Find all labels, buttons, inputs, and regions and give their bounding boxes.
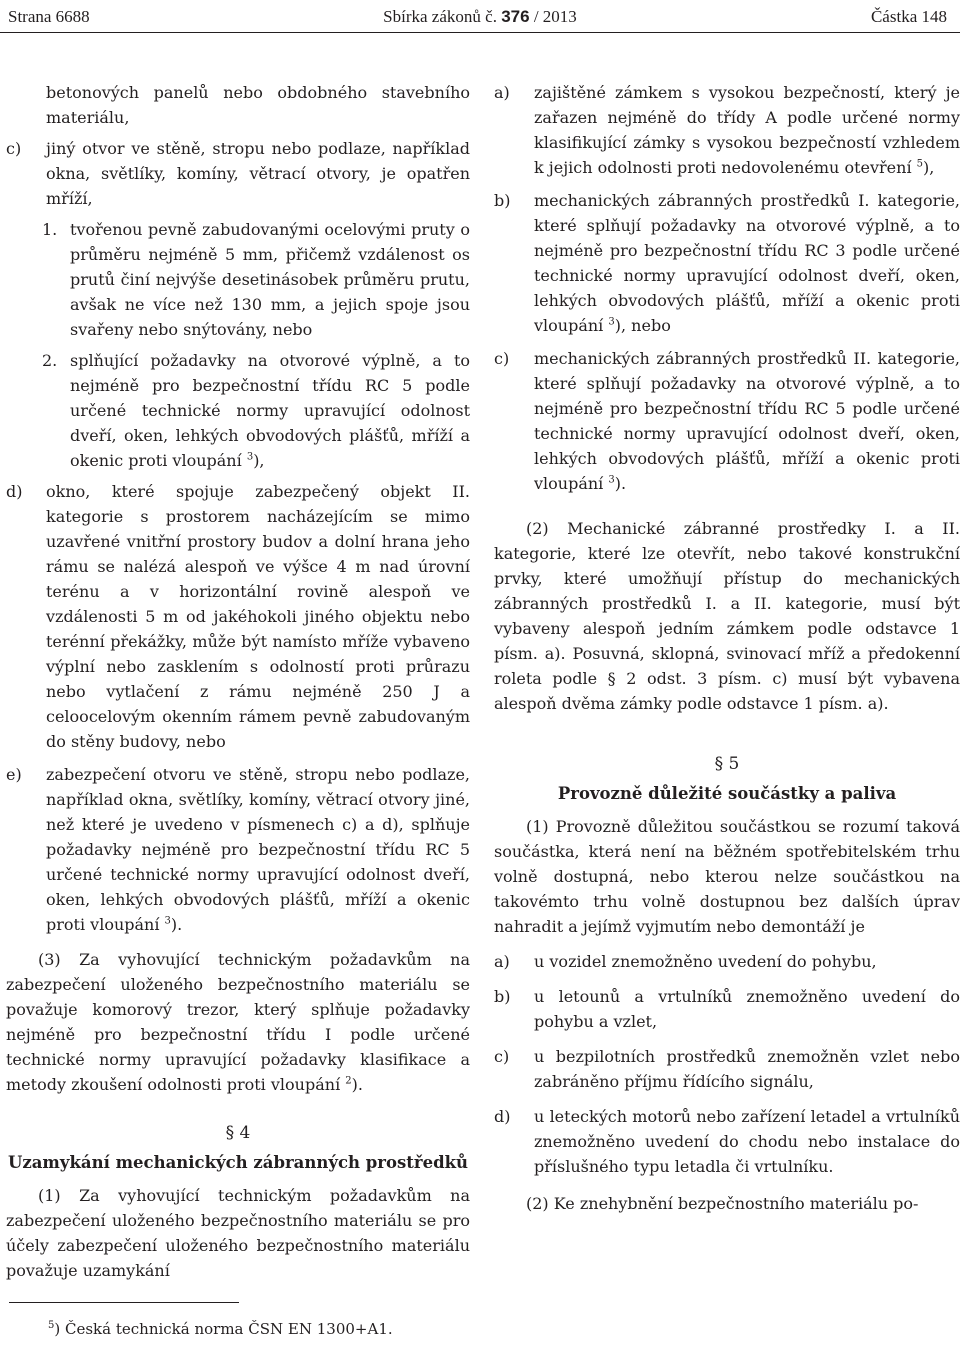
list-item-c [6, 136, 470, 211]
list-item-a [494, 80, 960, 180]
part-number: Částka 148 [870, 7, 947, 26]
paragraph-text: (3) Za vyhovující technickým požadavkům na zabezpečení uloženého bezpečnostního materiálu se považuje komorový trezor, který splňuje požadavky nejméně pro bezpečnostní třídu I podle určené technické normy upravující požadavky klasifikace a metody zkoušení odolnosti proti vloupání [6, 950, 470, 1094]
item-text: okno, které spojuje zabezpečený objekt II. kategorie s prostorem nacházejícím se mimo uzavřené vnitřní prostory budov a dolní hrana jeho rámu se nalézá alespoň ve výšce 4 m nad úrovní terénu a v horizontální rovině alespoň ve vzdálenosti 5 m od jakéhokoli jiného objektu nebo terénní překážky, může být namísto mříže vybaveno výplní nebo zasklením s odolností proti průrazu nebo vytlačení z rámu nejméně 250 J a celoocelovým okenním rámem pevně zabudovaným do stěny budovy, nebo [46, 482, 470, 751]
item-label: b) [494, 191, 511, 210]
item-text: zabezpečení otvoru ve stěně, stropu nebo podlaze, například okna, světlíky, komíny, větrací otvory jiné, než které je uvedeno v písmenech c) a d), splňuje požadavky nejméně pro bezpečnostní třídu RC 5 určené technické normy upravující odolnost dveří, oken, lehkých obvodových plášťů, mříží a okenic proti vloupání [46, 765, 470, 934]
footnote-ref: 3 [246, 451, 254, 463]
footnote-ref: 2 [345, 1075, 352, 1087]
paragraph-text-end: ). [351, 1075, 363, 1094]
item-label: c) [6, 139, 22, 158]
collection-year: / 2013 [533, 7, 577, 26]
paragraph-4-1: (1) Za vyhovující technickým požadavkům na zabezpečení uloženého bezpečnostního materiálu se pro účely zabezpečení uloženého bezpečnostního materiálu považuje uzamykání [6, 1186, 470, 1280]
item-text: mechanických zábranných prostředků I. kategorie, které splňují požadavky na otvorové výplně, a to nejméně pro bezpečnostní třídu RC 3 podle určené technické normy upravující odolnost dveří, oken, lehkých obvodových plášťů, mříží a okenic proti vloupání [534, 191, 960, 335]
collection-name: Sbírka zákonů č. [383, 7, 497, 26]
paragraph-2: (2) Mechanické zábranné prostředky I. a II. kategorie, které lze otevřít, nebo takové konstrukční prvky, které umožňují přístup do mechanických zábranných prostředků I. a II. kategorie, musí být vybaveny alespoň jedním zámkem podle odstavce 1 písm. a). Posuvná, sklopná, svinovací mříž a předokenní roleta podle § 2 odst. 3 písm. c) musí být vybavena alespoň dvěma zámky podle odstavce 1 písm. a). [494, 519, 960, 713]
footnote-text: ) Česká technická norma ČSN EN 1300+A1. [54, 1320, 393, 1338]
item-text: tvořenou pevně zabudovanými ocelovými pruty o průměru nejméně 5 mm, přičemž vzdálenost os prutů činí nejvýše desetinásobek průměru prutu, avšak ne více než 130 mm, a jejich spoje jsou svařeny nebo snýtovány, nebo [70, 220, 470, 339]
item-label: c) [494, 1047, 510, 1066]
paragraph-5-1: (1) Provozně důležitou součástkou se rozumí taková součástka, která není na běžném spotřebitelském trhu volně dostupná, nebo kterou nelze součástkou na takovémto trhu volně dostupnou bez dalších úprav nahradit a jejímž vyjmutím nebo demontáží je [494, 817, 960, 936]
item-text: u leteckých motorů nebo zařízení letadel a vrtulníků znemožněno uvedení do chodu nebo instalace do příslušného typu letadla či vrtulníku. [534, 1107, 960, 1176]
item-text: jiný otvor ve stěně, stropu nebo podlaze, například okna, světlíky, komíny, větrací otvory, je opatřen mříží, [46, 139, 470, 208]
collection-number: 376 [501, 7, 530, 26]
footnote-ref: 3 [608, 474, 615, 486]
continued-text: betonových panelů nebo obdobného stavebního materiálu, [46, 83, 470, 127]
footnote-number: 5 [48, 1320, 55, 1331]
header-rule [0, 32, 960, 33]
item-text: u vozidel znemožněno uvedení do pohybu, [534, 952, 877, 971]
item-label: d) [6, 482, 23, 501]
footnote-ref: 3 [164, 915, 171, 927]
list-item-b [494, 188, 960, 338]
item-label: c) [494, 349, 510, 368]
right-column [494, 80, 960, 1216]
item-label: a) [494, 952, 510, 971]
sub-item-1 [6, 217, 470, 342]
list-item-c-right [494, 346, 960, 496]
left-column [6, 80, 470, 1283]
item-text-end: ), [253, 451, 265, 470]
item-text: zajištěné zámkem s vysokou bezpečností, který je zařazen nejméně do třídy A podle určené normy klasifikující zámky s vysokou bezpečností vzhledem k jejich odolnosti proti nedovolenému otevření [534, 83, 960, 177]
item-label: b) [494, 987, 511, 1006]
list-item-a [494, 949, 960, 974]
list-item-b [494, 984, 960, 1034]
sub-item-2 [6, 348, 470, 473]
item-label: 2. [42, 351, 58, 370]
list-item-c [494, 1044, 960, 1094]
paragraph-3 [6, 947, 470, 1097]
item-text-end: ), nebo [614, 316, 671, 335]
item-text: u letounů a vrtulníků znemožněno uvedení do pohybu a vzlet, [534, 987, 960, 1031]
section-5-title: Provozně důležité součástky a paliva [557, 784, 897, 803]
item-text: u bezpilotních prostředků znemožněn vzlet nebo zabráněno příjmu řídícího signálu, [534, 1047, 960, 1091]
collection-title [0, 7, 960, 27]
item-label: a) [494, 83, 510, 102]
section-4-title: Uzamykání mechanických zábranných prostředků [7, 1153, 469, 1172]
section-5-heading: § 5 [714, 754, 740, 774]
item-label: 1. [42, 220, 58, 239]
page-header [0, 0, 960, 32]
list-item-d [6, 479, 470, 754]
list-item-d [494, 1104, 960, 1179]
paragraph-5-2: (2) Ke znehybnění bezpečnostního materiálu po- [526, 1194, 919, 1213]
footnote [48, 1320, 393, 1338]
item-text: mechanických zábranných prostředků II. kategorie, které splňují požadavky na otvorové výplně, a to nejméně pro bezpečnostní třídu RC 5 podle určené technické normy upravující odolnost dveří, oken, lehkých obvodových plášťů, mříží a okenic proti vloupání [534, 349, 960, 493]
item-text: splňující požadavky na otvorové výplně, a to nejméně pro bezpečnostní třídu RC 5 podle určené technické normy upravující odolnost dveří, oken, lehkých obvodových plášťů, mříží a okenic proti vloupání [70, 351, 470, 470]
item-label: d) [494, 1107, 511, 1126]
footnote-ref: 5 [916, 158, 924, 170]
item-text-end: ). [614, 474, 627, 493]
footnote-rule [9, 1302, 239, 1303]
footnote-ref: 3 [608, 316, 615, 328]
item-text-end: ), [923, 158, 935, 177]
section-4-heading: § 4 [225, 1123, 251, 1143]
page-number: Strana 6688 [8, 7, 90, 26]
item-label: e) [6, 765, 22, 784]
item-text-end: ). [170, 915, 183, 934]
list-item-e [6, 762, 470, 937]
